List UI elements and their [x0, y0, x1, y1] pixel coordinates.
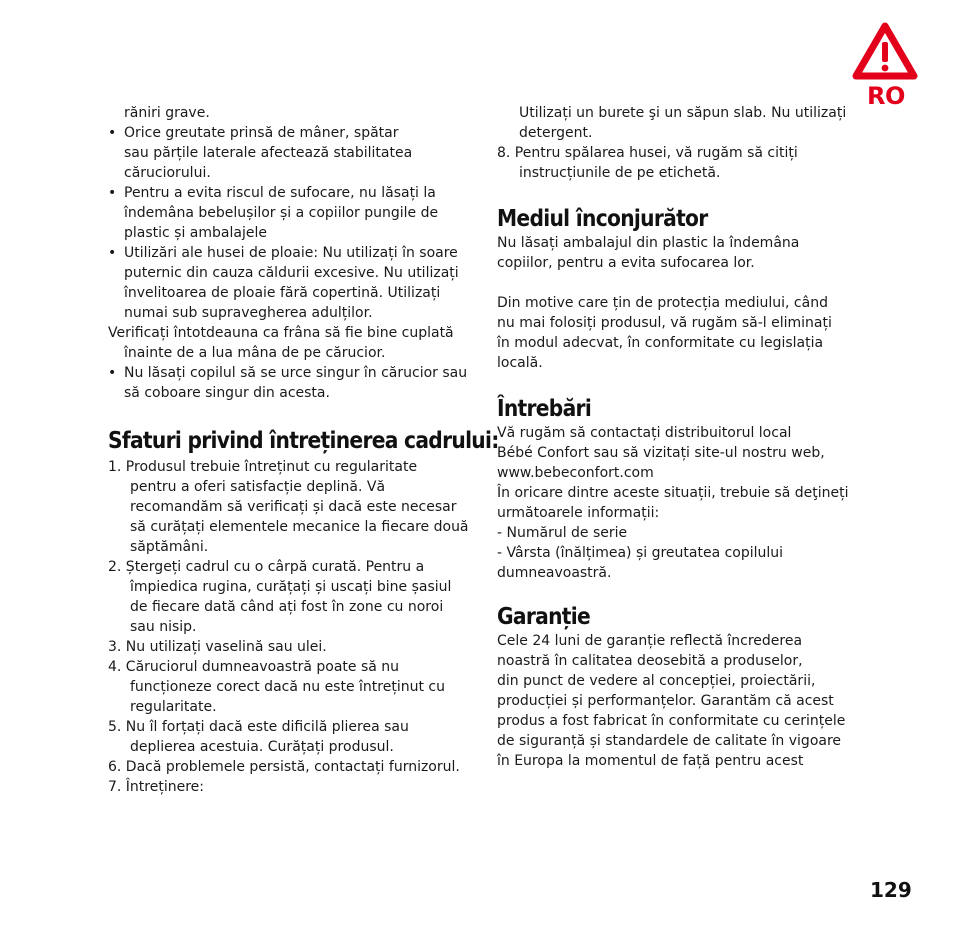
text-line: în Europa la momentul de față pentru acest — [497, 753, 804, 769]
text-line: Nu lăsați ambalajul din plastic la îndemâna — [497, 235, 800, 251]
text-line: să curățați elementele mecanice la fiecare două — [130, 519, 469, 535]
text-line: deplierea acestuia. Curățați produsul. — [130, 739, 394, 755]
warning-triangle-icon — [852, 22, 918, 82]
text-line: noastră în calitatea deosebită a produselor, — [497, 653, 803, 669]
text-line: Vă rugăm să contactați distribuitorul local — [497, 425, 792, 441]
text-line: copiilor, pentru a evita sufocarea lor. — [497, 255, 755, 271]
bullet-mark: • — [108, 185, 117, 201]
text-line: înainte de a lua mâna de pe cărucior. — [124, 345, 386, 361]
text-line: sau nisip. — [130, 619, 197, 635]
list-item: 2. Ștergeți cadrul cu o cârpă curată. Pentru a — [108, 559, 425, 575]
text-line: Bébé Confort sau să vizitați site-ul nostru web, — [497, 445, 825, 461]
bullet-item — [108, 243, 480, 263]
environment-heading: Mediul înconjurător — [497, 206, 708, 232]
website-link[interactable]: www.bebeconfort.com — [497, 465, 654, 481]
text-line: nu mai folosiți produsul, vă rugăm să-l eliminați — [497, 315, 832, 331]
list-item: 5. Nu îl forțați dacă este dificilă plierea sau — [108, 719, 409, 735]
bullet-item — [108, 363, 480, 383]
text-line: - Vârsta (înălțimea) și greutatea copilului — [497, 545, 784, 561]
text-line: Nu lăsați copilul să se urce singur în cărucior sau — [124, 365, 468, 381]
text-line: În oricare dintre aceste situații, trebuie să deţineți — [497, 485, 849, 501]
list-item: 3. Nu utilizați vaselină sau ulei. — [108, 639, 327, 655]
list-item: 4. Căruciorul dumneavoastră poate să nu — [108, 659, 400, 675]
right-column — [497, 103, 867, 771]
text-line: căruciorului. — [124, 165, 211, 181]
text-line: de siguranță și standardele de calitate în vigoare — [497, 733, 842, 749]
maintenance-heading: Sfaturi privind întreținerea cadrului: — [108, 428, 499, 454]
list-item: 8. Pentru spălarea husei, vă rugăm să citiți — [497, 145, 798, 161]
text-line: pentru a oferi satisfacție deplină. Vă — [130, 479, 386, 495]
list-item: 1. Produsul trebuie întreținut cu regularitate — [108, 459, 418, 475]
text-line: produs a fost fabricat în conformitate cu cerințele — [497, 713, 846, 729]
text-line: îndemâna bebelușilor și a copiilor pungile de — [124, 205, 439, 221]
text-line: din punct de vedere al concepției, proiectării, — [497, 673, 816, 689]
text-line: Utilizați un burete şi un săpun slab. Nu utilizați — [519, 105, 847, 121]
questions-heading: Întrebări — [497, 396, 592, 422]
text-line: Orice greutate prinsă de mâner, spătar — [124, 125, 399, 141]
text-line: să coboare singur din acesta. — [124, 385, 330, 401]
text-line: învelitoarea de ploaie fără copertină. Utilizați — [124, 285, 441, 301]
bullet-mark: • — [108, 245, 117, 261]
text-line: săptămâni. — [130, 539, 209, 555]
text-line: locală. — [497, 355, 543, 371]
text-line: Utilizări ale husei de ploaie: Nu utilizați în soare — [124, 245, 458, 261]
text-line: detergent. — [519, 125, 593, 141]
text-line: sau părțile laterale afectează stabilitatea — [124, 145, 413, 161]
text-line: de fiecare dată când ați fost în zone cu noroi — [130, 599, 444, 615]
text-line: recomandăm să verificați și dacă este necesar — [130, 499, 457, 515]
left-column — [108, 103, 499, 797]
text-line: Din motive care țin de protecția mediului, când — [497, 295, 828, 311]
text-line: Verificați întotdeauna ca frâna să fie bine cuplată — [108, 325, 454, 341]
text-line: dumneavoastră. — [497, 565, 612, 581]
text-line: următoarele informații: — [497, 505, 660, 521]
text-line: împiedica rugina, curățați și uscați bine șasiul — [130, 579, 452, 595]
text-line: Pentru a evita riscul de sufocare, nu lăsați la — [124, 185, 436, 201]
list-item: 6. Dacă problemele persistă, contactați furnizorul. — [108, 759, 460, 775]
text-line: Cele 24 luni de garanție reflectă încrederea — [497, 633, 803, 649]
warranty-heading: Garanție — [497, 604, 591, 630]
list-item: 7. Întreținere: — [108, 779, 205, 795]
bullet-item — [108, 123, 480, 143]
text-line: - Numărul de serie — [497, 525, 628, 541]
text-line: în modul adecvat, în conformitate cu legislația — [497, 335, 824, 351]
text-line: funcționeze corect dacă nu este întreținut cu — [130, 679, 445, 695]
text-line: răniri grave. — [124, 105, 210, 121]
text-line: regularitate. — [130, 699, 217, 715]
bullet-mark: • — [108, 125, 117, 141]
page-number: 129 — [870, 878, 912, 902]
text-line: puternic din cauza căldurii excesive. Nu utilizați — [124, 265, 459, 281]
text-line: plastic și ambalajele — [124, 225, 267, 241]
text-line: numai sub supravegherea adulților. — [124, 305, 373, 321]
bullet-item — [108, 183, 480, 203]
text-line: instrucțiunile de pe etichetă. — [519, 165, 721, 181]
language-code: RO — [867, 82, 905, 110]
text-line: producției și performanțelor. Garantăm că acest — [497, 693, 834, 709]
bullet-mark: • — [108, 365, 117, 381]
